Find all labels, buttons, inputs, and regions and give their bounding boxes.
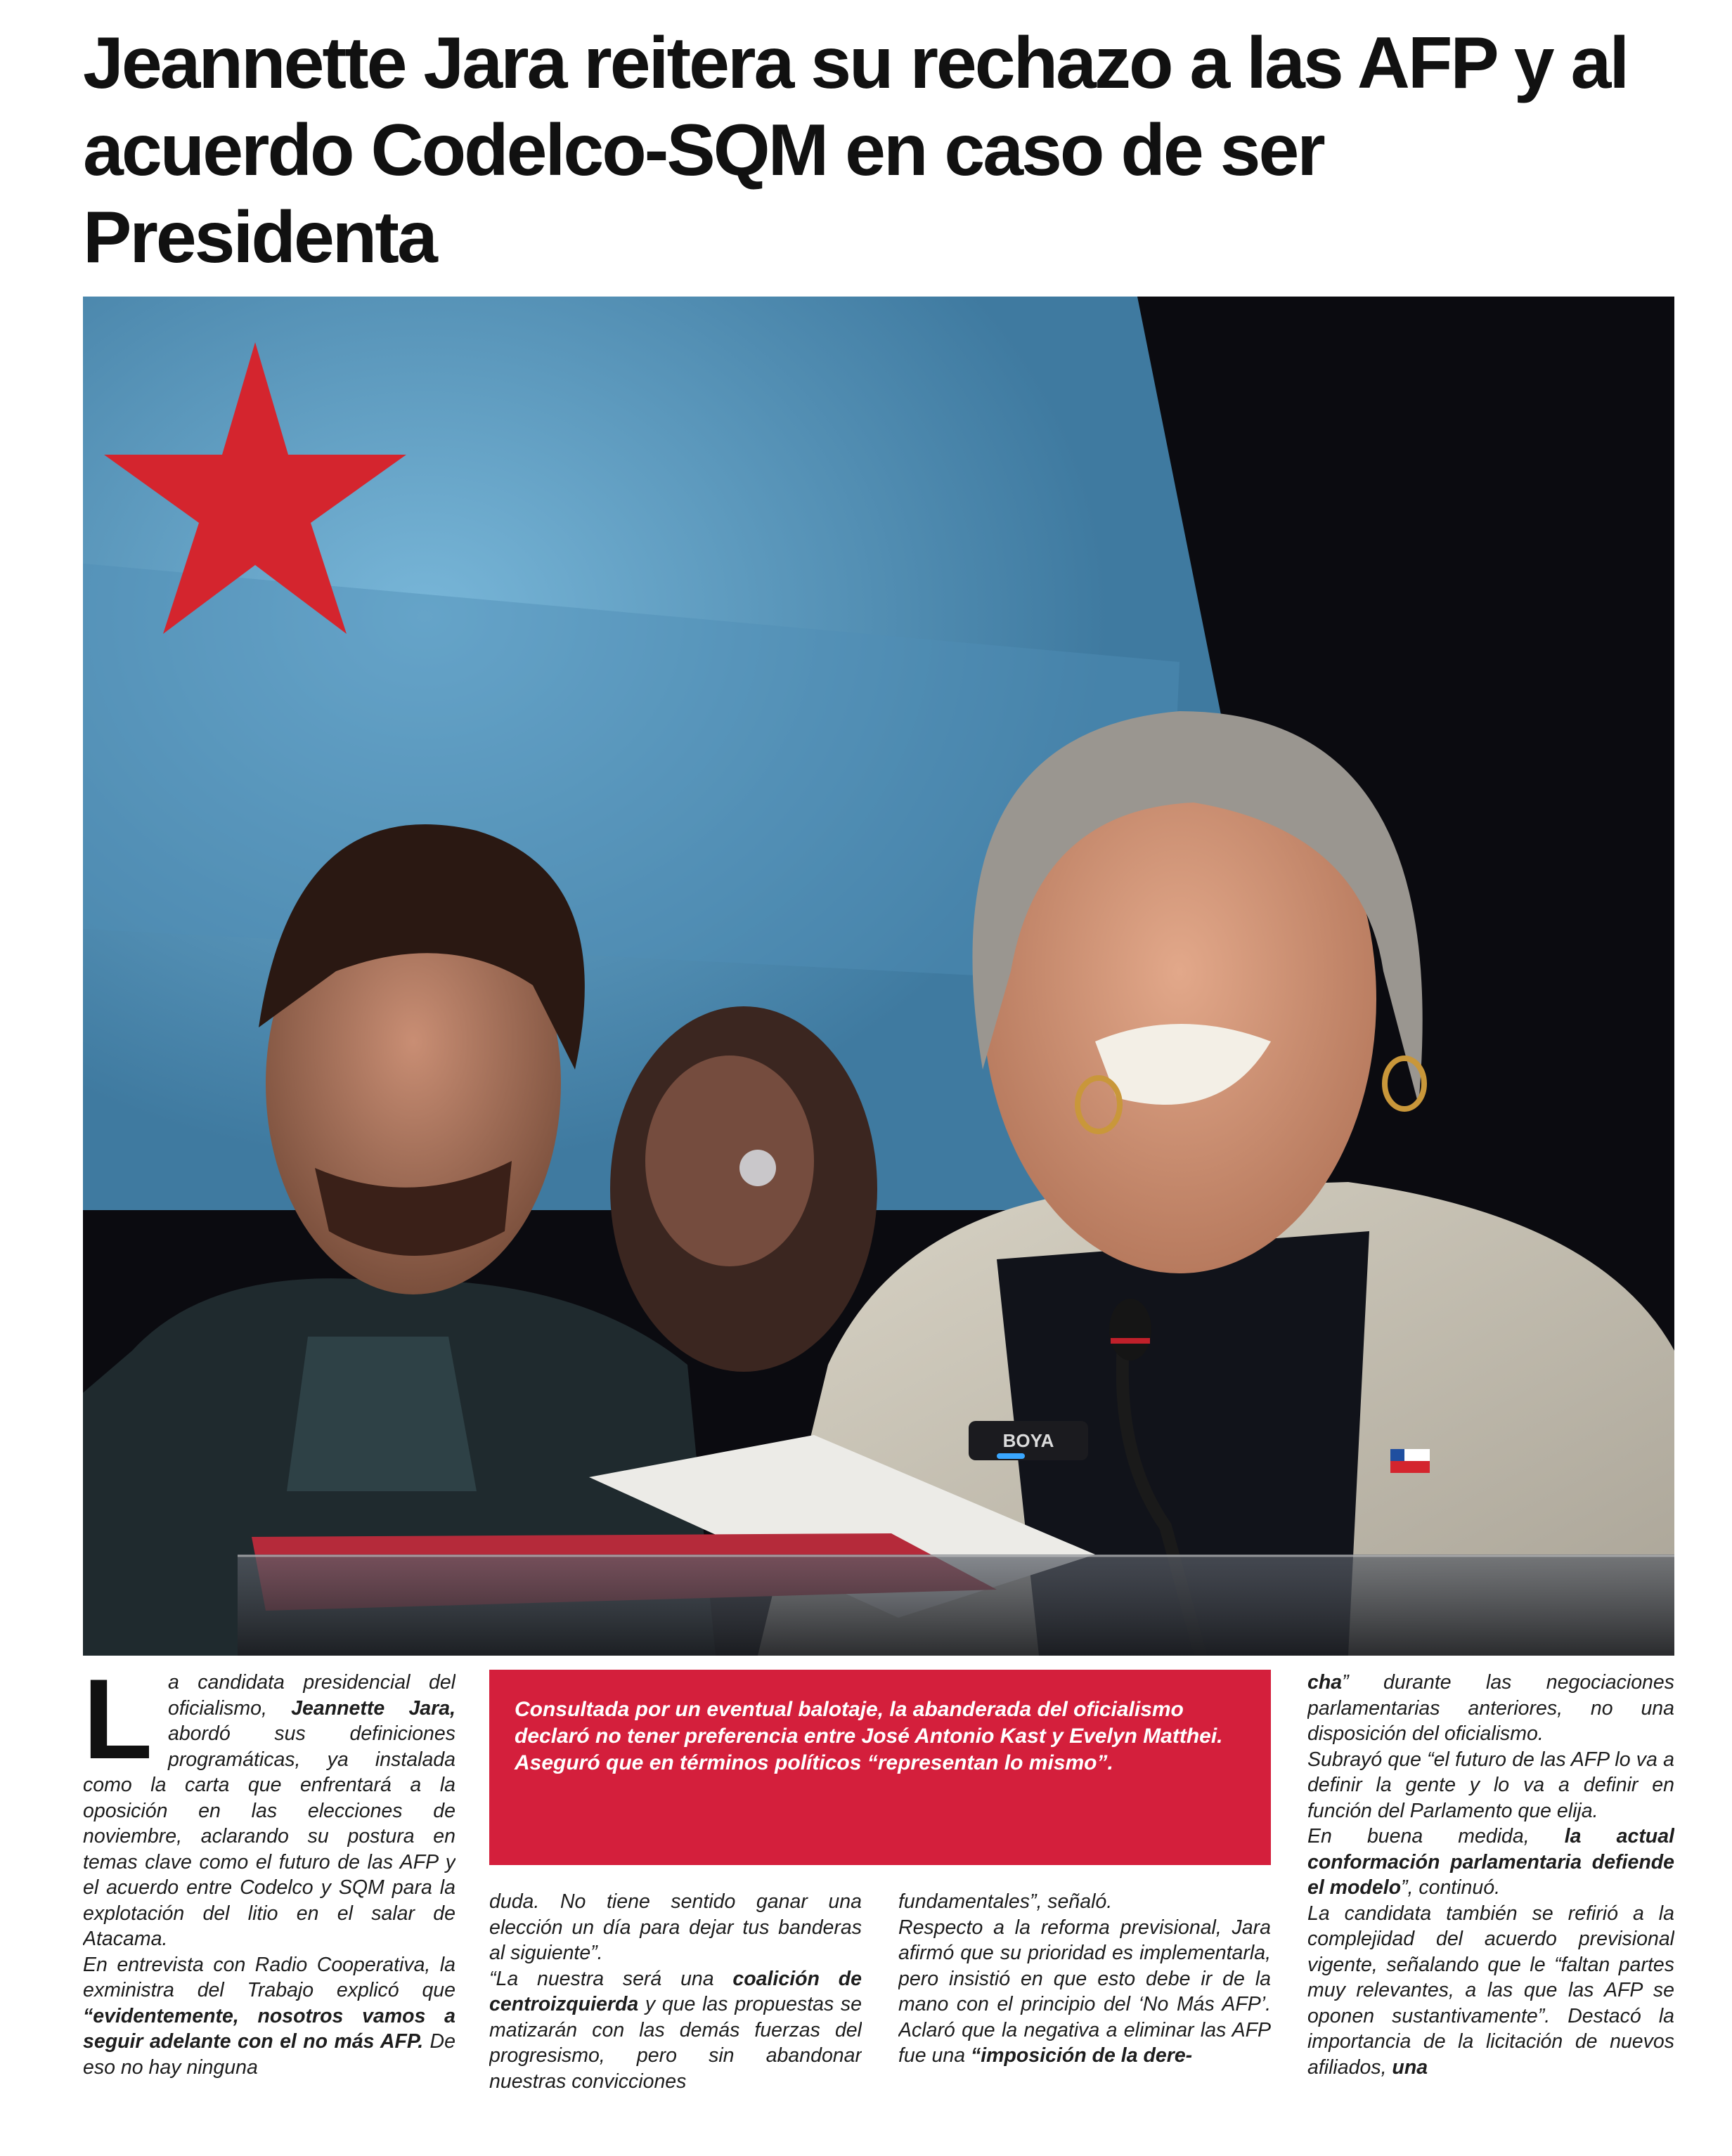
- article-column-1: [83, 1670, 455, 2155]
- article-paragraph: fundamentales”, señaló.: [898, 1890, 1113, 1913]
- article-paragraph: cha” durante las negociaciones parlamentarias anteriores, no una disposición del oficialismo.: [1307, 1671, 1674, 1745]
- article-paragraph: a candidata presidencial del oficialismo, Jeannette Jara, abordó sus definiciones programáticas, ya instalada como la carta que enfrentará a la oposición en las elecciones de noviembre, aclarando su postura en temas clave como el futuro de las AFP y el acuerdo entre Codelco y SQM para la explotación del litio en el salar de Atacama.: [83, 1671, 455, 1950]
- glass-podium: [238, 1554, 1674, 1656]
- drop-cap: L: [83, 1670, 153, 1783]
- article-paragraph: En buena medida, la actual conformación parlamentaria defiende el modelo”, continuó.: [1307, 1825, 1674, 1899]
- headline: Jeannette Jara reitera su rechazo a las AFP y al acuerdo Codelco-SQM en caso de ser Presidenta: [83, 22, 1628, 278]
- article-paragraph: Respecto a la reforma previsional, Jara afirmó que su prioridad es implementarla, pero insistió en que esto debe ir de la mano con el principio del ‘No Más AFP’. Aclaró que la negativa a eliminar las AFP fue una “imposición de la dere-: [898, 1916, 1271, 2067]
- callout-text: Consultada por un eventual balotaje, la abanderada del oficialismo declaró no tener preferencia entre José Antonio Kast y Evelyn Matthei. Aseguró que en términos políticos “representan lo mismo”.: [515, 1698, 1223, 1774]
- article-column-2: [489, 1889, 862, 2155]
- callout-box: [489, 1670, 1271, 1865]
- article-paragraph: duda. No tiene sentido ganar una elección un día para dejar tus banderas al siguiente”.: [489, 1890, 862, 1964]
- article-paragraph: Subrayó que “el futuro de las AFP lo va a definir la gente y lo va a definir en función del Parlamento que elija.: [1307, 1748, 1674, 1822]
- mic-brand-label: BOYA: [1002, 1430, 1054, 1451]
- article-paragraph: En entrevista con Radio Cooperativa, la exministra del Trabajo explicó que “evidentemente, nosotros vamos a seguir adelante con el no más AFP. De eso no hay ninguna: [83, 1953, 455, 2079]
- article-photo: [83, 297, 1674, 1656]
- lapel-mic: [969, 1421, 1088, 1460]
- article-column-3: [898, 1889, 1271, 2155]
- article-paragraph: La candidata también se refirió a la complejidad del acuerdo previsional vigente, señalando que le “faltan partes muy relevantes, a las que las AFP se oponen sustantivamente”. Destacó la importancia de la licitación de nuevos afiliados, una: [1307, 1902, 1674, 2079]
- chile-flag-pin: [1390, 1449, 1430, 1473]
- article-paragraph: “La nuestra será una coalición de centroizquierda y que las propuestas se matizarán con las demás fuerzas del progresismo, pero sin abandonar nuestras convicciones: [489, 1967, 862, 2093]
- article-column-4: [1307, 1670, 1674, 2155]
- article-body: [83, 1670, 1674, 2155]
